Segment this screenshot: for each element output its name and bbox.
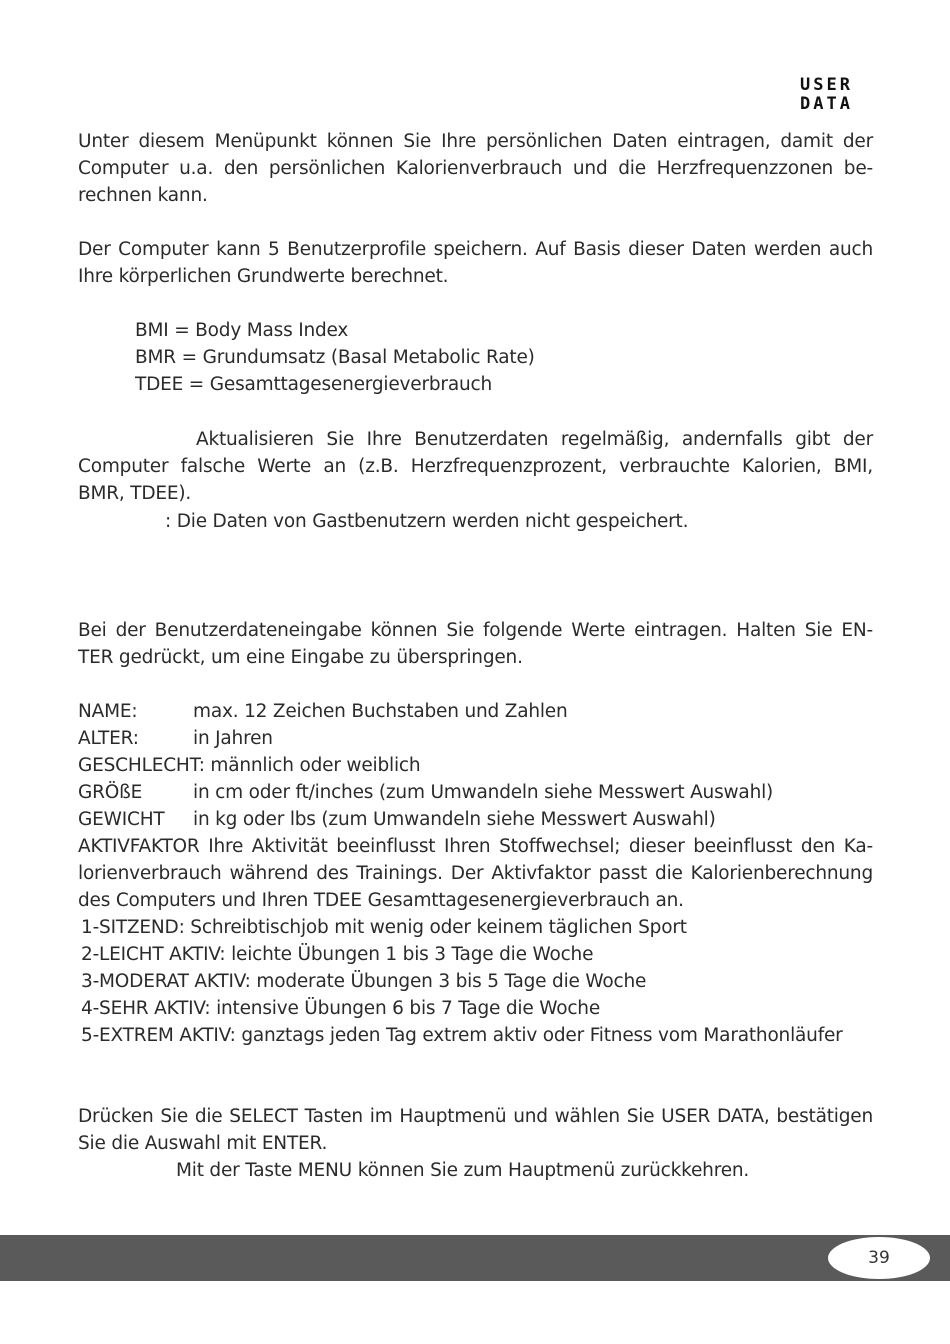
definition-tdee: TDEE = Gesamttagesenergieverbrauch xyxy=(135,374,492,395)
update-note: Aktualisieren Sie Ihre Benutzerdaten regelmäßig, andernfalls gibt der Computer falsche Werte an (z.B. Herzfrequenzprozent, verbrauchte Kalorien, BMI, BMR, TDEE). xyxy=(78,429,873,504)
field-row xyxy=(78,806,716,833)
intro-paragraph-1: Unter diesem Menüpunkt können Sie Ihre persönlichen Daten eintragen, damit der Computer u.a. den persönlichen Kalorienverbrauch und die Herzfrequenzzonen be-rechnen kann. xyxy=(78,131,873,206)
activity-level-item: 1-SITZEND: Schreibtischjob mit wenig oder keinem täglichen Sport xyxy=(81,917,687,938)
field-term: GRÖßE xyxy=(78,782,143,803)
definition-bmr: BMR = Grundumsatz (Basal Metabolic Rate) xyxy=(135,347,535,368)
activity-level-item: 4-SEHR AKTIV: intensive Übungen 6 bis 7 Tage die Woche xyxy=(81,998,601,1019)
intro-paragraph-2: Der Computer kann 5 Benutzerprofile speichern. Auf Basis dieser Daten werden auch Ihre körperlichen Grundwerte berechnet. xyxy=(78,239,873,287)
field-desc: in kg oder lbs (zum Umwandeln siehe Messwert Auswahl) xyxy=(193,809,716,830)
badge-line-1: USER xyxy=(800,75,853,95)
footer-bar xyxy=(0,1235,950,1281)
badge-line-2: DATA xyxy=(800,94,853,114)
field-row xyxy=(78,779,773,806)
field-term: GEWICHT xyxy=(78,809,165,830)
field-row xyxy=(78,752,420,779)
field-row xyxy=(78,725,273,752)
navigation-paragraph: Drücken Sie die SELECT Tasten im Hauptmenü und wählen Sie USER DATA, bestätigen Sie die Auswahl mit ENTER. xyxy=(78,1106,873,1154)
activity-level-item: 3-MODERAT AKTIV: moderate Übungen 3 bis 5 Tage die Woche xyxy=(81,971,647,992)
page-number-label: 39 xyxy=(868,1248,890,1268)
field-desc: max. 12 Zeichen Buchstaben und Zahlen xyxy=(193,701,568,722)
activity-level-item: 5-EXTREM AKTIV: ganztags jeden Tag extrem aktiv oder Fitness vom Marathonläufer xyxy=(81,1025,843,1046)
field-term: NAME: xyxy=(78,701,138,722)
field-term: GESCHLECHT: xyxy=(78,755,205,776)
guest-note: : Die Daten von Gastbenutzern werden nicht gespeichert. xyxy=(165,511,689,532)
activity-level-item: 2-LEICHT AKTIV: leichte Übungen 1 bis 3 Tage die Woche xyxy=(81,944,594,965)
user-data-badge xyxy=(800,76,870,114)
field-term: ALTER: xyxy=(78,728,139,749)
menu-return-note: Mit der Taste MENU können Sie zum Hauptmenü zurückkehren. xyxy=(176,1160,750,1181)
aktivfaktor-paragraph: AKTIVFAKTOR Ihre Aktivität beeinflusst Ihren Stoffwechsel; dieser beeinflusst den Ka-lorienverbrauch während des Trainings. Der Aktivfaktor passt die Kalorienberechnung des Computers und Ihren TDEE Gesamttagesenergieverbrauch an. xyxy=(78,836,873,911)
field-desc: männlich oder weiblich xyxy=(210,755,421,776)
definition-bmi: BMI = Body Mass Index xyxy=(135,320,349,341)
field-desc: in cm oder ft/inches (zum Umwandeln siehe Messwert Auswahl) xyxy=(193,782,774,803)
page-number xyxy=(828,1237,930,1279)
entry-intro-paragraph: Bei der Benutzerdateneingabe können Sie folgende Werte eintragen. Halten Sie EN-TER gedrückt, um eine Eingabe zu überspringen. xyxy=(78,620,873,668)
field-row xyxy=(78,698,568,725)
field-desc: in Jahren xyxy=(193,728,273,749)
